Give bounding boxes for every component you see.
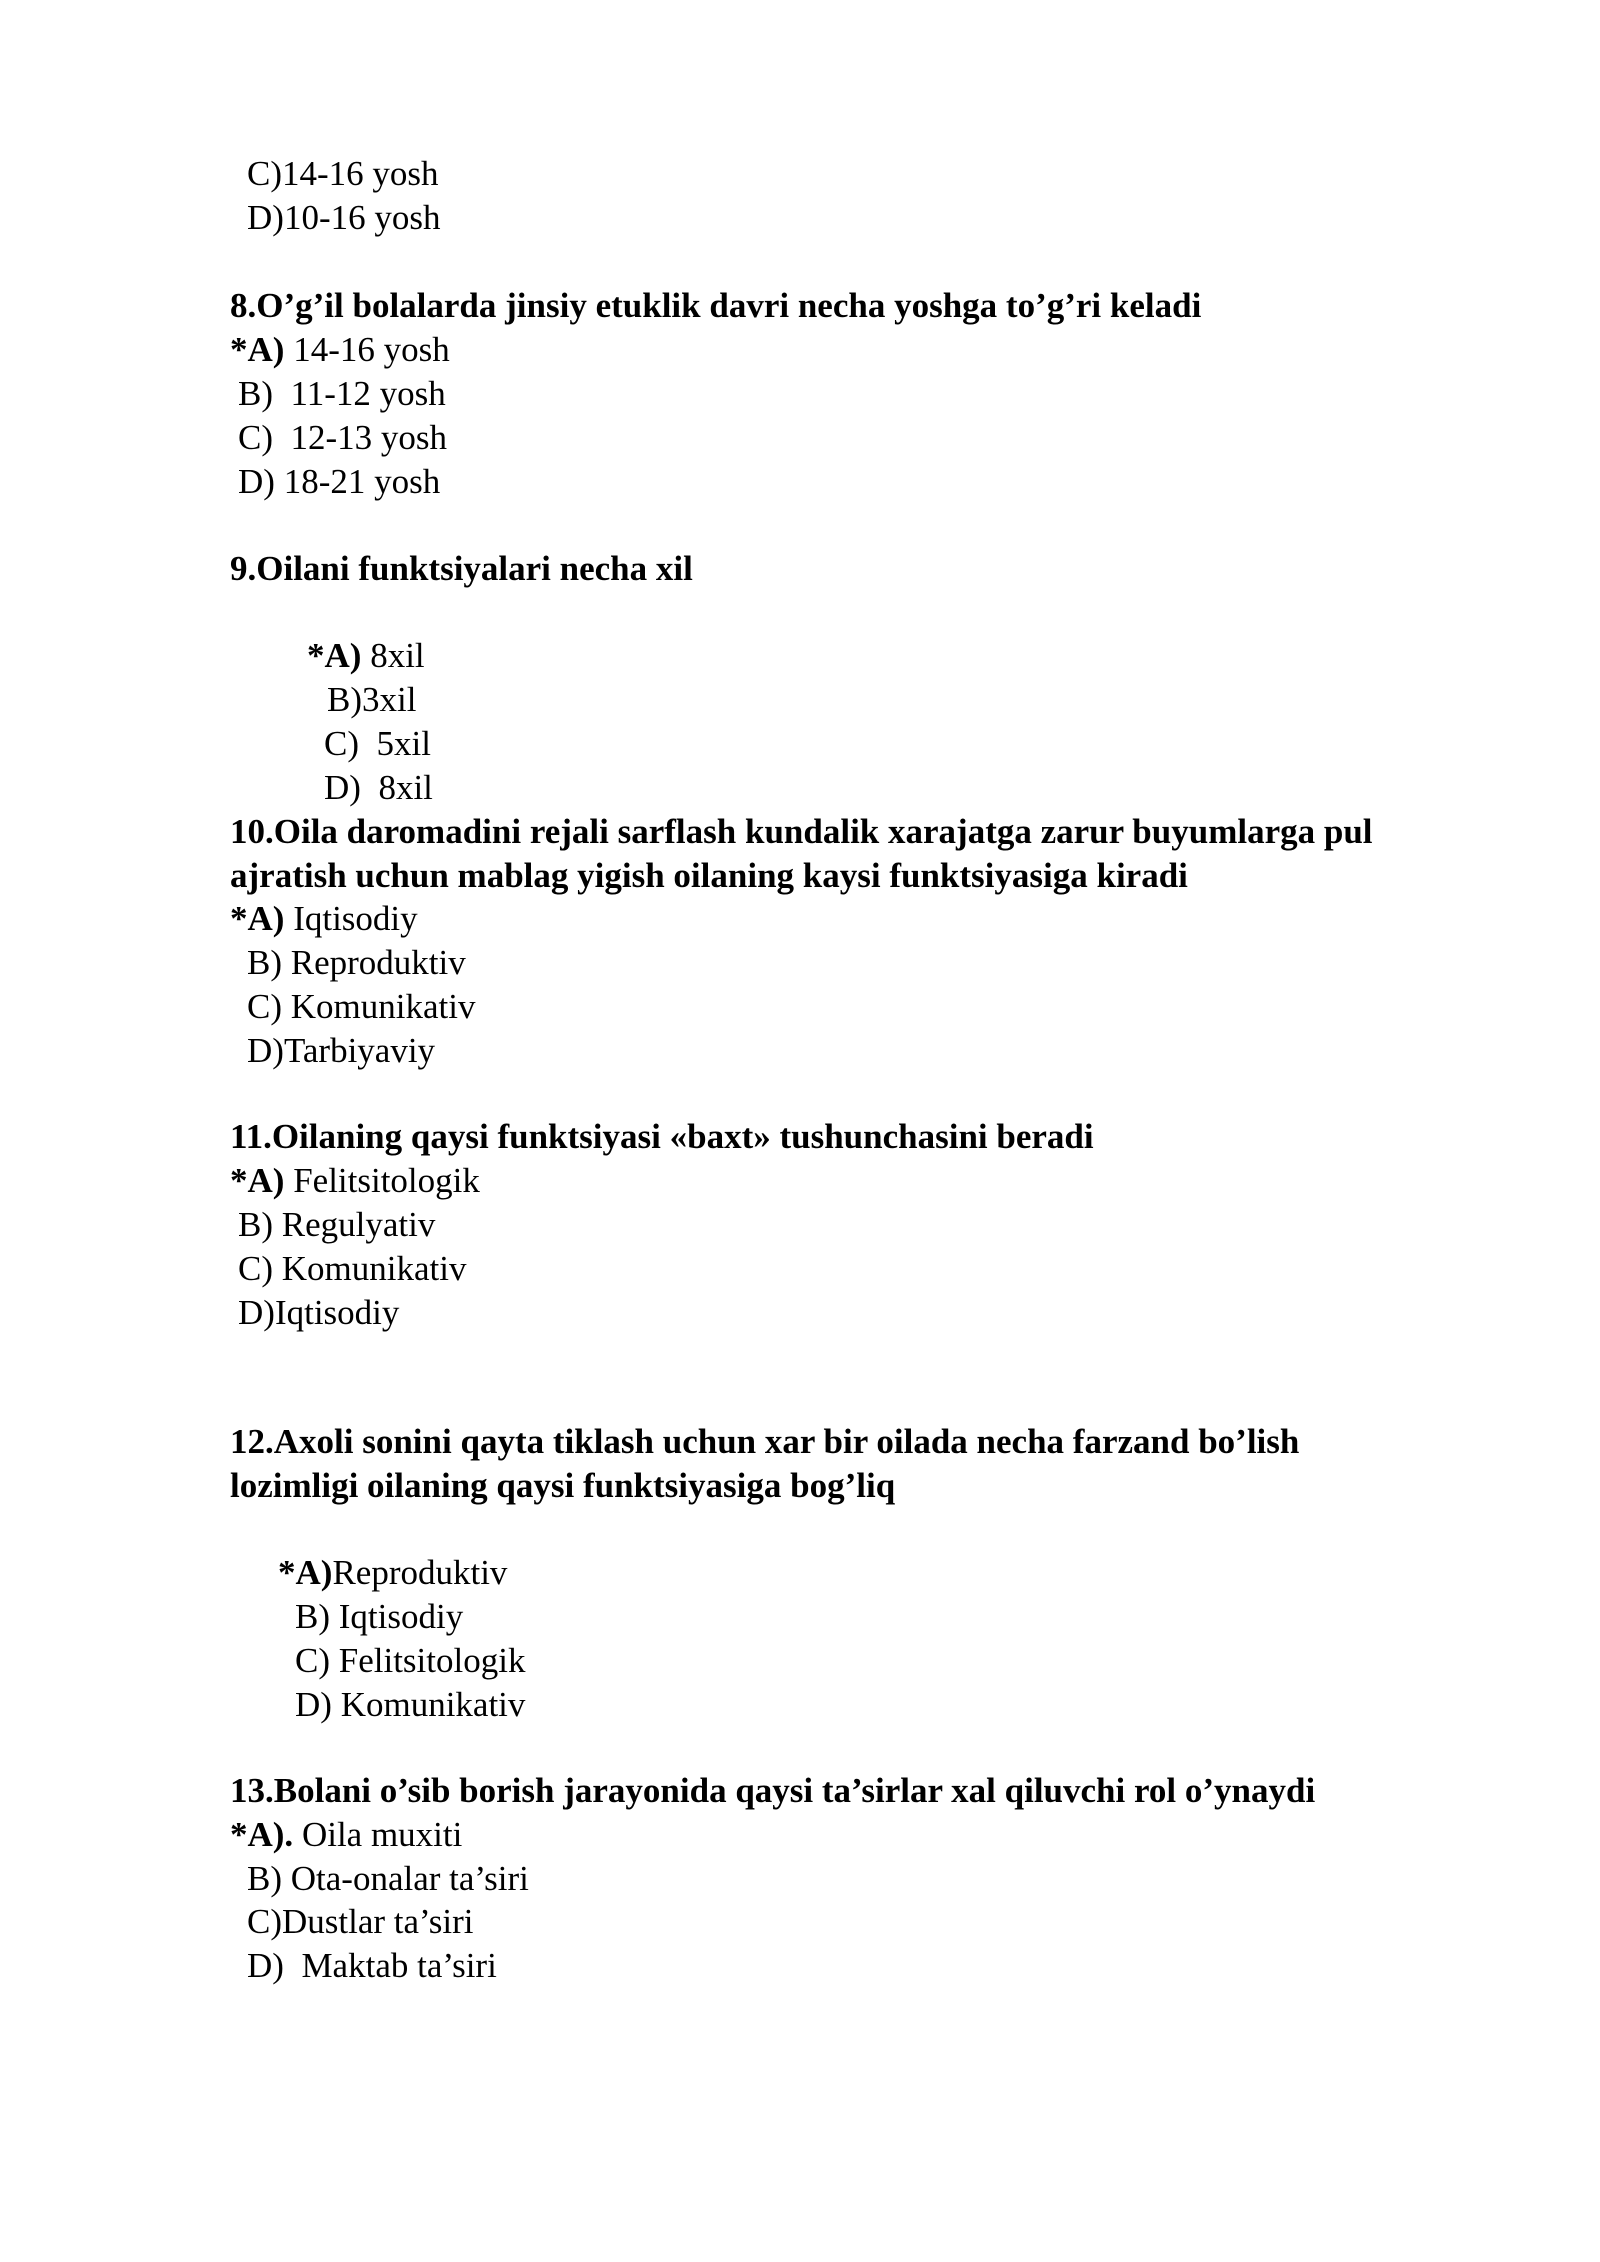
option-label: B)	[238, 374, 273, 413]
option-label: B)	[327, 680, 362, 719]
q9-option-c	[324, 722, 431, 766]
option-text: Ota-onalar ta’siri	[282, 1859, 529, 1898]
option-label: C)	[247, 987, 282, 1026]
q8-option-b	[238, 372, 446, 416]
q8-option-c	[238, 416, 447, 460]
q13-option-b	[247, 1857, 529, 1901]
option-label: C)	[238, 1249, 273, 1288]
option-label: B)	[247, 943, 282, 982]
option-label: B)	[247, 1859, 282, 1898]
q10-question-line2: ajratish uchun mablag yigish oilaning kaysi funktsiyasiga kiradi	[230, 856, 1188, 895]
option-text: 10-16 yosh	[283, 198, 441, 237]
q8-answer	[230, 328, 450, 372]
option-label: D)	[238, 462, 275, 501]
option-text: Komunikativ	[282, 987, 476, 1026]
answer-label: *A).	[230, 1815, 294, 1854]
answer-text: Iqtisodiy	[284, 899, 418, 938]
q9-answer	[307, 634, 425, 678]
option-label: D)	[238, 1293, 275, 1332]
q7-option-c	[247, 152, 439, 196]
answer-label: *A)	[230, 899, 285, 938]
q10-option-c	[247, 985, 475, 1029]
option-label: C)	[247, 1902, 282, 1941]
option-text: 11-12 yosh	[273, 374, 446, 413]
q11-answer	[230, 1159, 480, 1203]
option-text: Regulyativ	[273, 1205, 436, 1244]
q9-question: 9.Oilani funktsiyalari necha xil	[230, 549, 693, 588]
option-label: D)	[247, 198, 284, 237]
option-text: Maktab ta’siri	[283, 1946, 497, 1985]
option-label: B)	[295, 1597, 330, 1636]
q11-option-b	[238, 1203, 435, 1247]
option-label: C)	[247, 154, 282, 193]
option-text: 18-21 yosh	[274, 462, 441, 501]
q7-option-d	[247, 196, 440, 240]
option-text: 12-13 yosh	[273, 418, 448, 457]
answer-text: 8xil	[361, 636, 425, 675]
q10-answer	[230, 897, 418, 941]
q12-question-line2: lozimligi oilaning qaysi funktsiyasiga bog’liq	[230, 1466, 896, 1505]
option-text: Komunikativ	[273, 1249, 467, 1288]
option-label: C)	[295, 1641, 330, 1680]
option-text: Komunikativ	[331, 1685, 526, 1724]
q12-option-b	[295, 1595, 463, 1639]
answer-label: *A)	[230, 330, 285, 369]
option-text: Reproduktiv	[282, 943, 466, 982]
q13-option-c	[247, 1900, 474, 1944]
q8-option-d	[238, 460, 440, 504]
q10-option-b	[247, 941, 466, 985]
option-label: D)	[324, 768, 361, 807]
q9-option-d	[324, 766, 433, 810]
option-label: C)	[324, 724, 359, 763]
option-text: Tarbiyaviy	[283, 1031, 436, 1070]
q9-option-b	[327, 678, 416, 722]
option-text: 8xil	[360, 768, 433, 807]
answer-text: 14-16 yosh	[284, 330, 450, 369]
option-text: Iqtisodiy	[330, 1597, 464, 1636]
option-label: C)	[238, 418, 273, 457]
option-label: D)	[247, 1946, 284, 1985]
answer-label: *A)	[230, 1161, 285, 1200]
option-text: 3xil	[362, 680, 417, 719]
q12-option-d	[295, 1683, 525, 1727]
answer-text: Felitsitologik	[284, 1161, 480, 1200]
q13-answer	[230, 1813, 462, 1857]
q12-answer	[278, 1551, 507, 1595]
option-text: 14-16 yosh	[282, 154, 439, 193]
q11-option-d	[238, 1291, 399, 1335]
option-label: B)	[238, 1205, 273, 1244]
answer-text: Oila muxiti	[293, 1815, 463, 1854]
q8-question: 8.O’g’il bolalarda jinsiy etuklik davri necha yoshga to’g’ri keladi	[230, 286, 1202, 325]
q13-question: 13.Bolani o’sib borish jarayonida qaysi ta’sirlar xal qiluvchi rol o’ynaydi	[230, 1771, 1316, 1810]
q11-question: 11.Oilaning qaysi funktsiyasi «baxt» tushunchasini beradi	[230, 1117, 1094, 1156]
answer-label: *A)	[307, 636, 362, 675]
q12-option-c	[295, 1639, 525, 1683]
answer-label: *A)	[278, 1553, 333, 1592]
q11-option-c	[238, 1247, 466, 1291]
option-text: Felitsitologik	[330, 1641, 526, 1680]
q12-question-line1: 12.Axoli sonini qayta tiklash uchun xar bir oilada necha farzand bo’lish	[230, 1422, 1300, 1461]
q13-option-d	[247, 1944, 497, 1988]
option-text: Dustlar ta’siri	[282, 1902, 474, 1941]
q10-question-line1: 10.Oila daromadini rejali sarflash kundalik xarajatga zarur buyumlarga pul	[230, 812, 1373, 851]
option-text: 5xil	[359, 724, 431, 763]
option-label: D)	[247, 1031, 284, 1070]
option-text: Iqtisodiy	[274, 1293, 400, 1332]
option-label: D)	[295, 1685, 332, 1724]
q10-option-d	[247, 1029, 435, 1073]
answer-text: Reproduktiv	[332, 1553, 508, 1592]
